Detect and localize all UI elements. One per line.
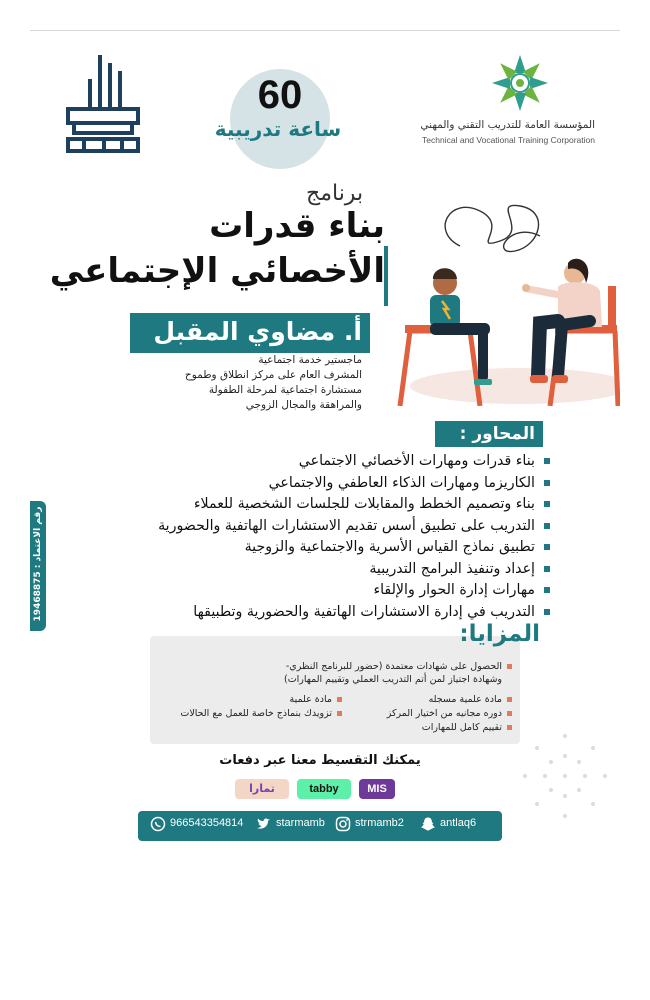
axes-list: [90, 451, 550, 623]
counseling-illustration-icon: [390, 191, 620, 406]
bullet-icon: [544, 587, 550, 593]
twitter-handle[interactable]: starmamb: [276, 817, 325, 829]
mis-badge: MIS: [359, 779, 395, 799]
program-title-line2: الأخصائي الإجتماعي: [49, 251, 385, 291]
axes-item: تطبيق نماذج القياس الأسرية والاجتماعية والزوجية: [90, 537, 550, 559]
bio-line: والمراهقة والمجال الزوجي: [245, 399, 362, 411]
feature-item: دوره مجانيه من اختيار المركز: [387, 708, 512, 719]
org-name-ar: المؤسسة العامة للتدريب التقني والمهني: [420, 119, 595, 131]
hours-value: 60: [257, 73, 303, 117]
bullet-icon: [507, 664, 512, 669]
intilaq-logo-icon: [60, 49, 146, 159]
bullet-icon: [544, 544, 550, 550]
tvtc-logo-icon: [490, 53, 550, 113]
program-title-line1: بناء قدرات: [209, 206, 385, 246]
presenter-name: أ. مضاوي المقبل: [153, 317, 362, 346]
bullet-icon: [544, 523, 550, 529]
axes-item: مهارات إدارة الحوار والإلقاء: [90, 580, 550, 602]
feature-item: تزويدك بنماذج خاصة للعمل مع الحالات: [180, 708, 342, 719]
feature-item: تقييم كامل للمهارات: [422, 722, 512, 733]
program-label: برنامج: [306, 181, 364, 206]
feature-item: مادة علمية مسجله: [429, 694, 512, 705]
feature-item: الحصول على شهادات معتمدة (حضور للبرنامج النظري-: [286, 661, 512, 672]
installments-text: يمكنك التقسيط معنا عبر دفعات: [219, 753, 421, 768]
instagram-handle[interactable]: strmamb2: [355, 817, 404, 829]
bullet-icon: [507, 697, 512, 702]
tabby-badge: tabby: [297, 779, 351, 799]
axes-item: بناء قدرات ومهارات الأخصائي الاجتماعي: [90, 451, 550, 473]
axes-item: بناء وتصميم الخطط والمقابلات للجلسات الشخصية للعملاء: [90, 494, 550, 516]
bio-line: مستشارة اجتماعية لمرحلة الطفولة: [208, 384, 362, 396]
instagram-icon[interactable]: [335, 816, 351, 832]
axes-title: المحاور :: [459, 424, 535, 444]
features-title: المزايا:: [459, 621, 540, 647]
bullet-icon: [544, 609, 550, 615]
axes-header: [435, 421, 543, 447]
bullet-icon: [544, 566, 550, 572]
bullet-icon: [337, 711, 342, 716]
bio-line: ماجستير خدمة اجتماعية: [258, 354, 362, 366]
axes-item: الكاريزما ومهارات الذكاء العاطفي والاجتماعي: [90, 473, 550, 495]
tamara-badge: تمارا: [235, 779, 289, 799]
axes-item: التدريب في إدارة الاستشارات الهاتفية والحضورية وتطبيقها: [90, 602, 550, 624]
org-name-en: Technical and Vocational Training Corporation: [422, 135, 595, 145]
bio-line: المشرف العام على مركز انطلاق وطموح: [184, 369, 362, 381]
feature-item: وشهادة اجتياز لمن أتم التدريب العملي وتقييم المهارات): [283, 674, 502, 685]
presenter-bio: [130, 353, 362, 413]
bullet-icon: [337, 697, 342, 702]
snapchat-handle[interactable]: antlaq6: [440, 817, 477, 829]
hours-label: ساعة تدريبية: [214, 117, 342, 141]
feature-item: مادة علمية: [290, 694, 342, 705]
flyer: [30, 30, 620, 889]
bullet-icon: [544, 458, 550, 464]
whatsapp-icon[interactable]: [150, 816, 166, 832]
twitter-icon[interactable]: [256, 816, 272, 832]
bullet-icon: [507, 711, 512, 716]
accreditation-number: رقم الاعتماد : 19468875: [33, 506, 43, 622]
dots-decoration-icon: [510, 721, 620, 831]
snapchat-icon[interactable]: [420, 816, 436, 832]
bullet-icon: [544, 480, 550, 486]
axes-item: إعداد وتنفيذ البرامج التدريبية: [90, 559, 550, 581]
whatsapp-number[interactable]: 966543354814: [170, 817, 244, 829]
bullet-icon: [544, 501, 550, 507]
axes-item: التدريب على تطبيق أسس تقديم الاستشارات الهاتفية والحضورية: [90, 516, 550, 538]
